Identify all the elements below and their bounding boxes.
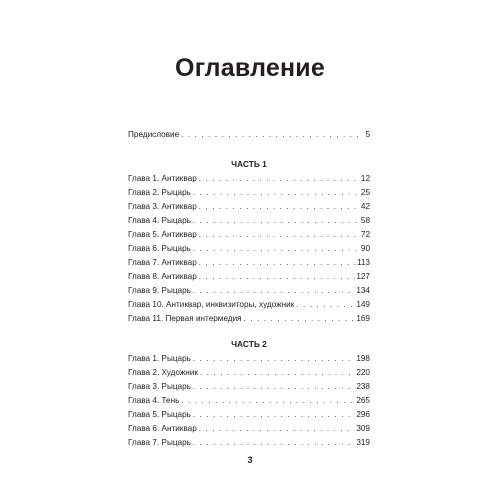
- toc-entry-title: Глава 11. Первая интермедия: [128, 314, 242, 323]
- toc-entry-page: 58: [360, 216, 370, 225]
- toc-entry-page: 169: [356, 314, 370, 323]
- toc-leader-dots: [199, 271, 356, 283]
- toc-entry-part1-ch8: [128, 271, 370, 283]
- toc-leader-dots: [193, 243, 360, 255]
- toc-entry-title: Глава 5. Рыцарь: [128, 410, 191, 419]
- toc-leader-dots: [193, 353, 355, 365]
- toc-leader-dots: [193, 285, 355, 297]
- toc-entry-title: Глава 7. Антиквар: [128, 258, 197, 267]
- toc-entry-part2-ch2: [128, 367, 370, 379]
- toc-entry-page: 319: [356, 438, 370, 447]
- toc-leader-dots: [244, 313, 356, 325]
- toc-entry-page: 12: [360, 174, 370, 183]
- toc-entry-part1-ch6: [128, 243, 370, 255]
- toc-entry-part1-ch7: [128, 257, 370, 269]
- toc-leader-dots: [199, 257, 356, 269]
- toc-entry-part1-ch3: [128, 201, 370, 213]
- toc-entry-page: 90: [360, 244, 370, 253]
- page-title: Оглавление: [175, 54, 325, 82]
- toc-entry-page: 25: [360, 188, 370, 197]
- toc-entry-part2-ch7: [128, 437, 370, 449]
- toc-entry-title: Глава 7. Рыцарь: [128, 438, 191, 447]
- toc-entry-page: 198: [356, 354, 370, 363]
- toc-leader-dots: [181, 129, 364, 141]
- toc-entry-part2-ch6: [128, 423, 370, 435]
- toc-entry-title: Глава 10. Антиквар, инквизиторы, художник: [128, 300, 295, 309]
- page-number: 3: [247, 455, 253, 465]
- toc-entry-page: 238: [356, 382, 370, 391]
- toc-entry-part1-ch1: [128, 173, 370, 185]
- toc-entry-part1-ch2: [128, 187, 370, 199]
- toc-entry-part1-ch9: [128, 285, 370, 297]
- toc-leader-dots: [200, 367, 355, 379]
- toc-leader-dots: [199, 229, 360, 241]
- toc-entry-part1-ch5: [128, 229, 370, 241]
- toc-entry-part1-ch4: [128, 215, 370, 227]
- toc-entry-part1-ch11: [128, 313, 370, 325]
- toc-entry-title: Глава 3. Антиквар: [128, 202, 197, 211]
- toc-leader-dots: [296, 299, 355, 311]
- toc-entry-page: 134: [356, 286, 370, 295]
- toc-entry-page: 113: [356, 258, 370, 267]
- toc-entry-page: 42: [360, 202, 370, 211]
- toc-entry-title: Глава 6. Рыцарь: [128, 244, 191, 253]
- toc-entry-part1-ch10: [128, 299, 370, 311]
- toc-entry-page: 220: [356, 368, 370, 377]
- toc-entry-title: Глава 1. Антиквар: [128, 174, 197, 183]
- toc-entry-title: Глава 2. Художник: [128, 368, 198, 377]
- toc-entry-preface: [128, 129, 370, 141]
- toc-entry-title: Глава 5. Антиквар: [128, 230, 197, 239]
- toc-entry-page: 127: [356, 272, 370, 281]
- toc-entry-title: Глава 8. Антиквар: [128, 272, 197, 281]
- toc-entry-title: Глава 9. Рыцарь: [128, 286, 191, 295]
- toc-leader-dots: [193, 381, 355, 393]
- toc-entry-part2-ch1: [128, 353, 370, 365]
- toc-leader-dots: [193, 215, 360, 227]
- toc-leader-dots: [199, 201, 360, 213]
- part-1-heading: ЧАСТЬ 1: [231, 159, 267, 169]
- toc-entry-title: Глава 1. Рыцарь: [128, 354, 191, 363]
- toc-entry-page: 149: [356, 300, 370, 309]
- part-2-heading: ЧАСТЬ 2: [231, 339, 267, 349]
- toc-leader-dots: [193, 187, 360, 199]
- toc-entry-page: 296: [356, 410, 370, 419]
- toc-entry-title: Глава 6. Антиквар: [128, 424, 197, 433]
- toc-entry-title: Глава 2. Рыцарь: [128, 188, 191, 197]
- toc-leader-dots: [181, 395, 355, 407]
- toc-entry-part2-ch3: [128, 381, 370, 393]
- toc-entry-title: Глава 3. Рыцарь: [128, 382, 191, 391]
- toc-entry-title: Глава 4. Тень: [128, 396, 180, 405]
- toc-entry-page: 265: [356, 396, 370, 405]
- toc-leader-dots: [193, 409, 355, 421]
- toc-entry-title: Предисловие: [128, 130, 180, 139]
- toc-entry-page: 72: [360, 230, 370, 239]
- toc-entry-page: 309: [356, 424, 370, 433]
- toc-entry-part2-ch5: [128, 409, 370, 421]
- toc-entry-title: Глава 4. Рыцарь: [128, 216, 191, 225]
- toc-leader-dots: [193, 437, 355, 449]
- toc-leader-dots: [199, 423, 356, 435]
- toc-entry-page: 5: [365, 130, 370, 139]
- toc-leader-dots: [199, 173, 360, 185]
- toc-entry-part2-ch4: [128, 395, 370, 407]
